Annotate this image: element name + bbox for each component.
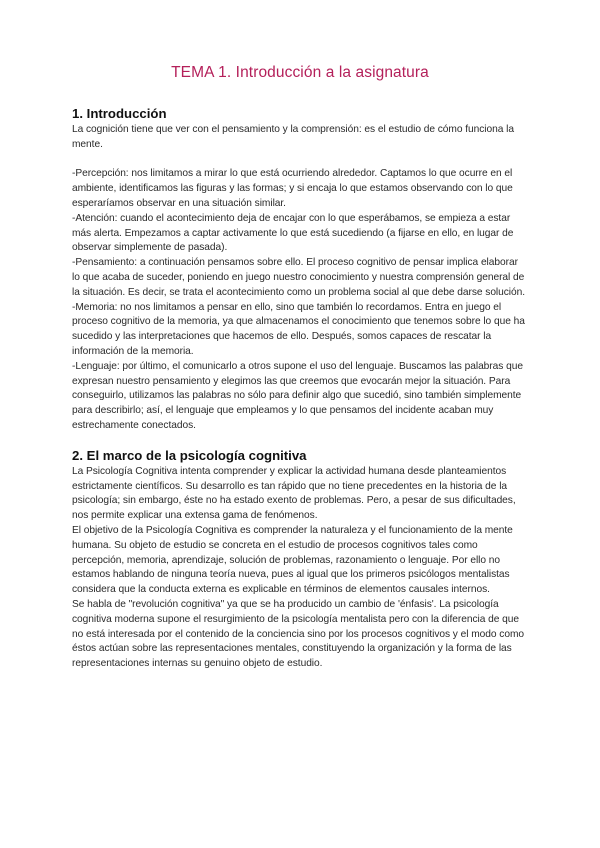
- paragraph-objetivo: El objetivo de la Psicología Cognitiva es comprender la naturaleza y el funcionamiento de la mente humana. Su objeto de estudio se concreta en el estudio de procesos cognitivos tales como percepción, memoria, aprendizaje, solución de problemas, razonamiento o lenguaje. Por ello no estamos hablando de ninguna teoría nueva, pues al igual que los primeros psicólogos mentalistas considera que la conducta externa es explicable en términos de elementos causales internos.: [72, 524, 513, 596]
- paragraph-memoria: -Memoria: no nos limitamos a pensar en ello, sino que también lo recordamos. Entra en juego el proceso cognitivo de la memoria, ya que almacenamos el conocimiento que tenemos sobre lo que ha sucedido y las interpretaciones que hacemos de ello. Después, somos capaces de rescatar la información de la memoria.: [72, 301, 525, 357]
- document-title: [72, 64, 528, 82]
- paragraph-revolucion-cognitiva: Se habla de "revolución cognitiva" ya que se ha producido un cambio de 'énfasis'. La psicología cognitiva moderna supone el resurgimiento de la psicología mentalista pero con la diferencia de que no está interesada por el contenido de la conciencia sino por los procesos cognitivos y el modo como éstos actúan sobre las representaciones mentales, constituyendo la organización y la forma de las representaciones internas su genuino objeto de estudio.: [72, 598, 525, 670]
- section-heading: 2. El marco de la psicología cognitiva: [72, 447, 307, 463]
- paragraph-atencion: -Atención: cuando el acontecimiento deja de encajar con lo que esperábamos, se empieza a estar más alerta. Empezamos a captar activamente lo que está sucediendo (a fijarse en ello, en lugar de observar simplemente de pasada).: [72, 212, 514, 254]
- paragraph-pensamiento: -Pensamiento: a continuación pensamos sobre ello. El proceso cognitivo de pensar implica elaborar lo que acaba de suceder, poniendo en juego nuestro conocimiento y nuestra comprensión general de la situación. Es decir, se trata el acontecimiento como un problema social al que debe darse solución.: [72, 257, 526, 298]
- paragraph-definition: La cognición tiene que ver con el pensamiento y la comprensión: es el estudio de cómo funciona la mente.: [72, 124, 514, 150]
- paragraph-percepcion: -Percepción: nos limitamos a mirar lo que está ocurriendo alrededor. Captamos lo que ocurre en el ambiente, identificamos las figuras y las formas; y si encaja lo que estamos observando con lo que esperaríamos observar en una situación similar.: [72, 168, 513, 209]
- blank-line: [72, 153, 528, 168]
- section-spacer: [72, 434, 528, 448]
- paragraph-intro-psicologia: La Psicología Cognitiva intenta comprender y explicar la actividad humana desde planteamientos estrictamente científicos. Su desarrollo es tan rápido que no tiene precedentes en la historia de la psicología; sin embargo, éste no ha estado exento de problemas. Pero, a pesar de sus dificultades, nos permite explicar una extensa gama de fenómenos.: [72, 465, 516, 522]
- section-introduccion: [72, 106, 528, 434]
- title-prefix: TEMA 1.: [171, 64, 232, 81]
- paragraph-lenguaje: -Lenguaje: por último, el comunicarlo a otros supone el uso del lenguaje. Buscamos las palabras que expresan nuestro pensamiento y elegimos las que creemos que evocarán mejor la situación. Para conseguirlo, utilizamos las palabras no sólo para definir algo que sucedió, sino también simplemente para describirlo; así, el lenguaje que empleamos y lo que pensamos del incidente acaban muy estrechamente conectados.: [72, 360, 523, 431]
- title-main: Introducción a la asignatura: [235, 64, 429, 81]
- section-heading: 1. Introducción: [72, 106, 167, 121]
- section-marco-psicologia-cognitiva: [72, 448, 528, 672]
